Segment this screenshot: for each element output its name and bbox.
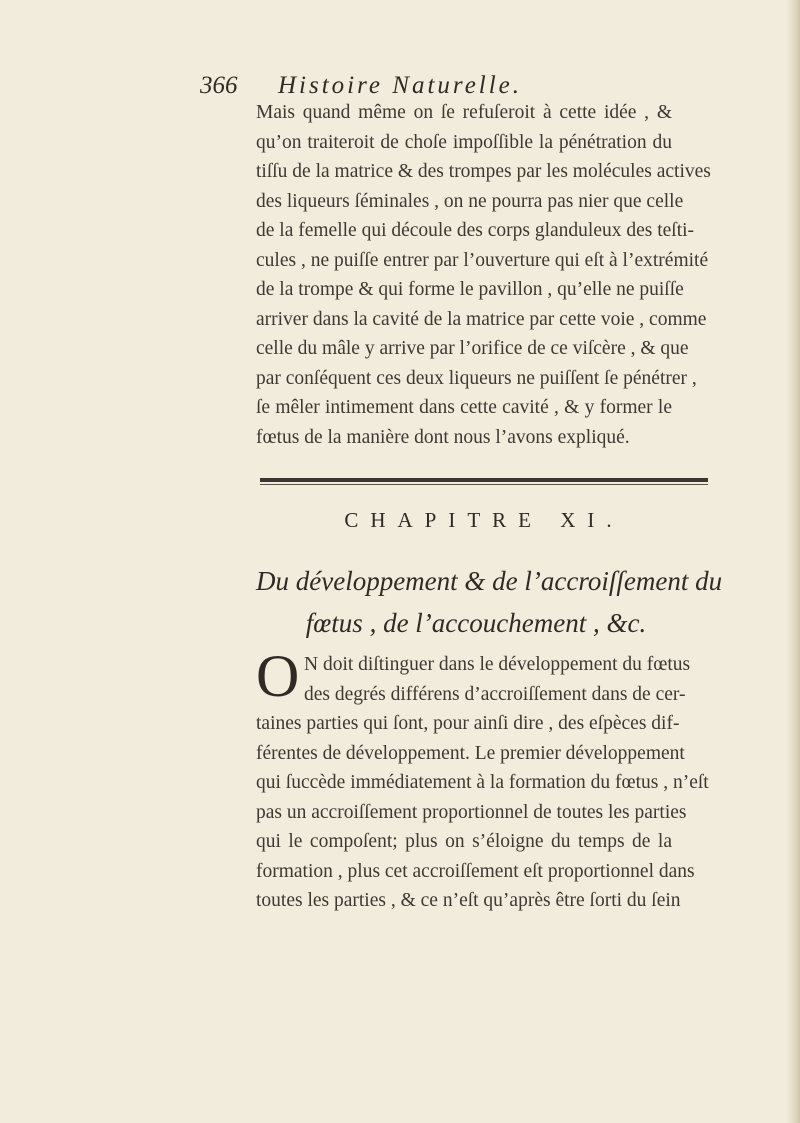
divider-thick-line	[260, 478, 708, 482]
text-line: de la trompe & qui forme le pavillon , qu’elle ne puiſſe	[256, 279, 684, 300]
text-line: taines parties qui ſont, pour ainſi dire , des eſpèces dif-	[256, 713, 680, 734]
running-title: Histoire Naturelle.	[278, 72, 523, 99]
text-line: des degrés différens d’accroiſſement dans de cer-	[304, 683, 686, 705]
text-line: tiſſu de la matrice & des trompes par les molécules actives	[256, 161, 711, 182]
text-line: toutes les parties , & ce n’eſt qu’après être ſorti du ſein	[256, 890, 681, 911]
text-line: N doit diſtinguer dans le développement du fœtus	[304, 654, 691, 675]
text-line: férentes de développement. Le premier développement	[256, 742, 685, 764]
chapter-paragraph	[256, 643, 709, 916]
chapter-heading: CHAPITRE XI.	[344, 508, 624, 532]
chapter-title-line: fœtus , de l’accouchement , &c.	[305, 608, 647, 638]
paragraph-continued	[256, 98, 711, 452]
chapter-title-line: Du développement & de l’accroiſſement du	[256, 566, 723, 596]
text-line: formation , plus cet accroiſſement eſt proportionnel dans	[256, 860, 695, 882]
divider-thin-line	[260, 484, 708, 485]
text-line: par conſéquent ces deux liqueurs ne puiſſent ſe pénétrer ,	[256, 367, 697, 389]
drop-cap: O	[256, 643, 300, 709]
text-line: Mais quand même on ſe refuſeroit à cette idée , &	[256, 102, 672, 123]
text-line: qu’on traiteroit de choſe impoſſible la pénétration du	[256, 131, 672, 153]
text-line: de la femelle qui découle des corps glanduleux des teſti-	[256, 220, 695, 241]
chapter-title	[256, 560, 723, 644]
text-line: qui ſuccède immédiatement à la formation du fœtus , n’eſt	[256, 772, 709, 793]
text-line: qui le compoſent; plus on s’éloigne du temps de la	[256, 831, 672, 852]
text-line: fœtus de la manière dont nous l’avons expliqué.	[256, 426, 630, 448]
chapter-divider-rule	[260, 478, 708, 486]
text-line: arriver dans la cavité de la matrice par cette voie , comme	[256, 308, 707, 330]
text-line: ſe mêler intimement dans cette cavité , & y former le	[256, 397, 672, 418]
text-line: cules , ne puiſſe entrer par l’ouverture qui eſt à l’extrémité	[256, 249, 709, 271]
page-edge-shadow	[786, 0, 800, 1123]
text-line: celle du mâle y arrive par l’orifice de ce viſcère , & que	[256, 338, 689, 359]
page-number: 366	[200, 72, 238, 99]
text-line: pas un accroiſſement proportionnel de toutes les parties	[256, 801, 687, 823]
text-line: des liqueurs ſéminales , on ne pourra pas nier que celle	[256, 190, 684, 212]
